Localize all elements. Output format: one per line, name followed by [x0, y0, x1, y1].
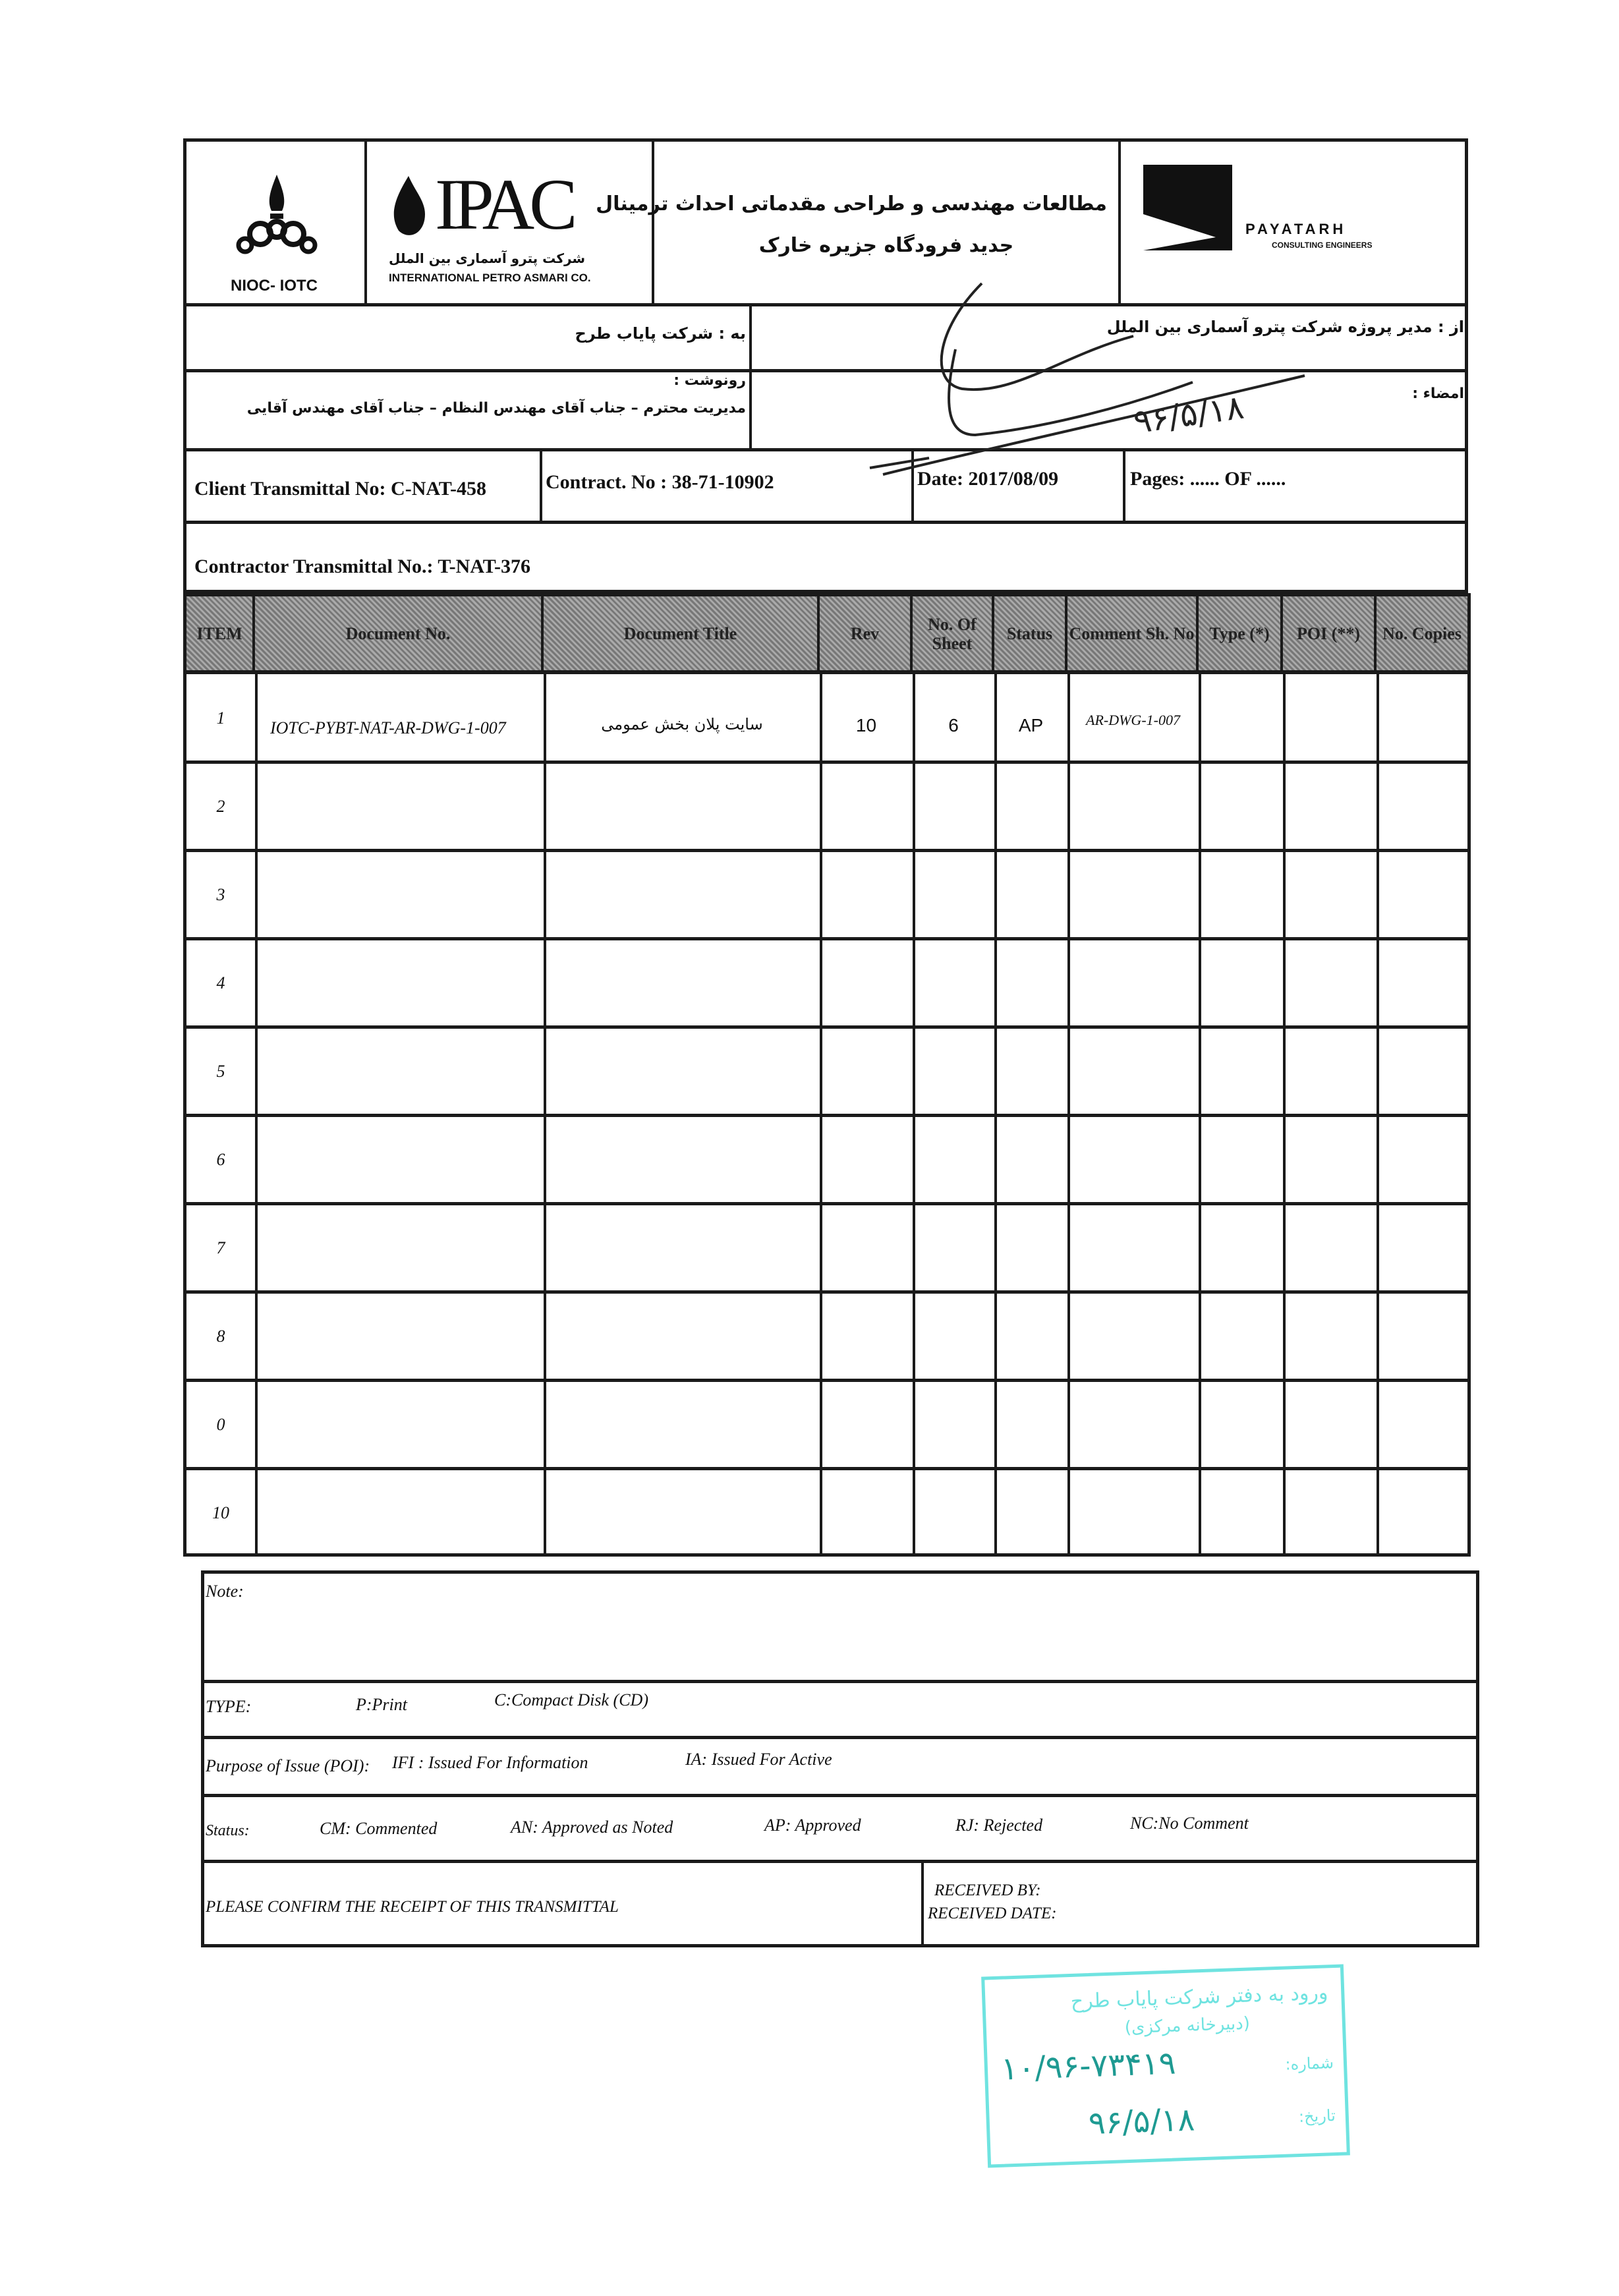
- from-field: از : مدیر پروژه شرکت پترو آسماری بین الملل: [1106, 318, 1464, 336]
- stamp-number: ۱۰/۹۶-۷۳۴۱۹: [1000, 2044, 1177, 2088]
- nioc-logo-icon: [231, 171, 323, 257]
- contractor-transmittal-no: Contractor Transmittal No.: T-NAT-376: [194, 556, 530, 577]
- divider: [183, 1202, 1471, 1205]
- divider: [183, 1290, 1471, 1294]
- row-item-number: 10: [212, 1503, 229, 1522]
- status-an: AN: Approved as Noted: [511, 1818, 673, 1837]
- date-field: Date: 2017/08/09: [917, 468, 1059, 490]
- row1-comment: AR-DWG-1-007: [1086, 712, 1180, 728]
- row1-doc-no: IOTC-PYBT-NAT-AR-DWG-1-007: [270, 718, 506, 737]
- divider: [183, 1025, 1471, 1029]
- pages-field: Pages: ...... OF ......: [1130, 468, 1286, 490]
- type-cd: C:Compact Disk (CD): [494, 1690, 648, 1709]
- col-header-comment: Comment Sh. No: [1067, 596, 1199, 672]
- ipac-name-en: INTERNATIONAL PETRO ASMARI CO.: [389, 272, 591, 284]
- poi-label: Purpose of Issue (POI):: [206, 1756, 370, 1775]
- status-nc: NC:No Comment: [1130, 1814, 1249, 1833]
- signature-label: امضاء :: [1412, 386, 1464, 402]
- divider: [183, 761, 1471, 764]
- stamp-date-label: تاریخ:: [1298, 2106, 1336, 2126]
- col-header-rev: Rev: [820, 596, 913, 672]
- ipac-drop-icon: [385, 175, 432, 241]
- row1-rev: 10: [855, 715, 877, 735]
- poi-ifi: IFI : Issued For Information: [392, 1753, 588, 1772]
- row-item-number: 2: [216, 797, 225, 816]
- divider: [183, 1379, 1471, 1382]
- cc-label: رونوشت :: [673, 372, 746, 389]
- status-rj: RJ: Rejected: [955, 1816, 1043, 1835]
- col-header-type: Type (*): [1199, 596, 1283, 672]
- row-item-number: 3: [216, 885, 225, 904]
- handwritten-date: ۹۶/۵/۱۸: [1131, 387, 1247, 442]
- divider: [183, 1114, 1471, 1117]
- row1-title: سایت پلان بخش عمومی: [601, 715, 763, 733]
- project-title-line1: مطالعات مهندسی و طراحی مقدماتی احداث ترمینال: [596, 192, 1107, 215]
- col-header-doc-title: Document Title: [544, 596, 820, 672]
- contract-no: Contract. No : 38-71-10902: [546, 471, 774, 493]
- col-header-sheets: No. Of Sheet: [913, 596, 994, 672]
- divider: [183, 1467, 1471, 1470]
- project-title-line2: جدید فرودگاه جزیره خارک: [758, 234, 1014, 257]
- col-header-status: Status: [994, 596, 1067, 672]
- divider: [183, 521, 1468, 524]
- col-header-copies: No. Copies: [1377, 596, 1467, 672]
- client-transmittal-no: Client Transmittal No: C-NAT-458: [194, 478, 487, 500]
- divider: [201, 1794, 1479, 1797]
- payatarh-logo-icon: [1143, 165, 1236, 250]
- divider: [201, 1680, 1479, 1683]
- poi-ia: IA: Issued For Active: [685, 1750, 832, 1769]
- row1-status: AP: [1018, 715, 1044, 735]
- stamp-date: ۹۶/۵/۱۸: [1087, 2101, 1196, 2142]
- payatarh-subtitle: CONSULTING ENGINEERS: [1272, 241, 1373, 250]
- status-ap: AP: Approved: [764, 1816, 861, 1835]
- divider: [183, 849, 1471, 852]
- status-label: Status:: [206, 1822, 250, 1839]
- note-label: Note:: [206, 1582, 244, 1601]
- received-by-label: RECEIVED BY:: [934, 1881, 1041, 1899]
- stamp-number-label: شماره:: [1284, 2053, 1334, 2074]
- ipac-name-fa: شرکت پترو آسماری بین الملل: [389, 250, 586, 266]
- receipt-stamp: [981, 1964, 1350, 2167]
- ipac-logo-text: IPAC: [435, 164, 573, 244]
- divider: [921, 1860, 924, 1945]
- row-item-number: 5: [216, 1062, 225, 1081]
- row-item-number: 0: [216, 1415, 225, 1434]
- divider: [364, 138, 367, 304]
- divider: [201, 1860, 1479, 1863]
- stamp-line2: (دبیرخانه مرکزی): [1124, 2013, 1251, 2038]
- received-date-label: RECEIVED DATE:: [928, 1905, 1057, 1922]
- row-item-number: 1: [216, 708, 225, 728]
- confirm-receipt-text: PLEASE CONFIRM THE RECEIPT OF THIS TRANSMITTAL: [206, 1898, 619, 1916]
- row-item-number: 6: [216, 1150, 225, 1169]
- type-print: P:Print: [356, 1695, 407, 1714]
- divider: [652, 138, 654, 304]
- divider: [183, 937, 1471, 940]
- row1-sheets: 6: [948, 715, 959, 735]
- row-item-number: 7: [216, 1238, 225, 1257]
- row-item-number: 8: [216, 1327, 225, 1346]
- row-item-number: 4: [216, 973, 225, 992]
- payatarh-name: PAYATARH: [1245, 221, 1347, 237]
- divider: [540, 448, 542, 522]
- stamp-line1: ورود به دفتر شرکت پایاب طرح: [1070, 1981, 1328, 2013]
- signature-icon: [843, 277, 1338, 488]
- nioc-logo-text: NIOC- IOTC: [231, 277, 318, 295]
- col-header-doc-no: Document No.: [255, 596, 544, 672]
- type-label: TYPE:: [206, 1697, 252, 1716]
- col-header-poi: POI (**): [1283, 596, 1377, 672]
- divider: [749, 303, 752, 449]
- divider: [201, 1736, 1479, 1739]
- col-header-item: ITEM: [186, 596, 255, 672]
- divider: [183, 670, 1471, 674]
- status-cm: CM: Commented: [320, 1819, 438, 1838]
- cc-value: مدیریت محترم – جناب آقای مهندس النظام – جناب آقای مهندس آقایی: [246, 400, 746, 416]
- to-field: به : شرکت پایاب طرح: [575, 324, 746, 343]
